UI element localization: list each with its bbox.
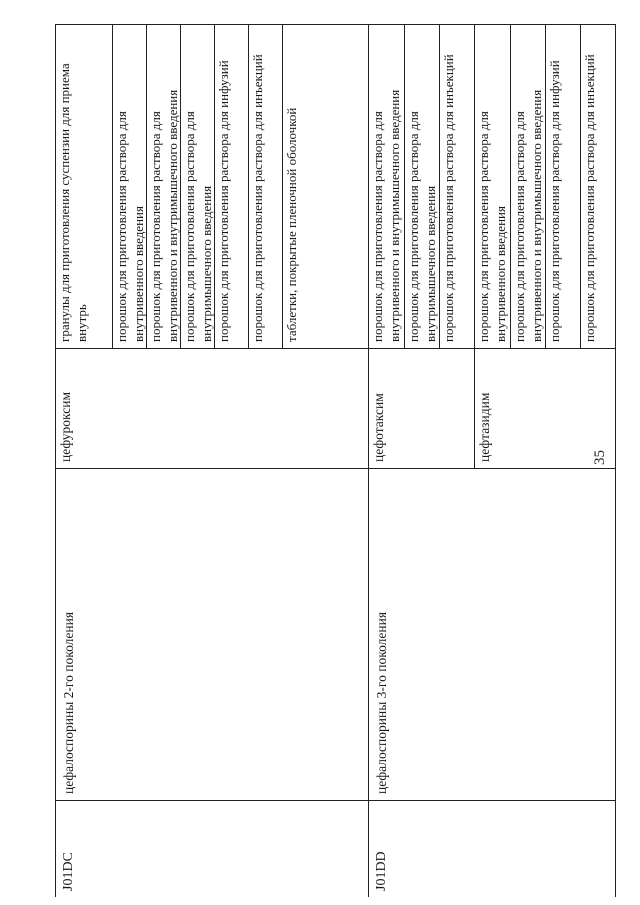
drugs-container bbox=[369, 25, 615, 468]
dosage-form: порошок для приготовления раствора для внутривенного и внутримышечного введения bbox=[370, 89, 402, 342]
dosage-forms bbox=[56, 25, 368, 348]
atc-code: J01DC bbox=[56, 800, 368, 897]
table-row bbox=[56, 25, 368, 897]
drug-row bbox=[369, 25, 474, 468]
atc-code: J01DD bbox=[369, 800, 615, 897]
dosage-form: таблетки, покрытые пленочной оболочкой bbox=[282, 25, 368, 348]
dosage-form: порошок для приготовления раствора для инфузий bbox=[545, 25, 580, 348]
drug-name: цефотаксим bbox=[369, 348, 474, 468]
dosage-forms bbox=[475, 25, 615, 348]
dosage-form: порошок для приготовления раствора для внутримышечного введения bbox=[180, 25, 214, 348]
dosage-form: порошок для приготовления раствора для внутривенного введения bbox=[476, 111, 508, 342]
group-name: цефалоспорины 3-го поколения bbox=[369, 468, 615, 800]
page-number: 35 bbox=[592, 450, 608, 465]
dosage-form: порошок для приготовления раствора для инъекций bbox=[248, 25, 282, 348]
dosage-form: порошок для приготовления раствора для внутривенного и внутримышечного введения bbox=[510, 25, 545, 348]
dosage-form: порошок для приготовления раствора для внутримышечного введения bbox=[404, 25, 439, 348]
group-name: цефалоспорины 2-го поколения bbox=[56, 468, 368, 800]
drug-table bbox=[55, 24, 616, 897]
table-row bbox=[368, 25, 615, 897]
drug-name: цефтазидим bbox=[475, 348, 615, 468]
dosage-form: порошок для приготовления раствора для инъекций bbox=[439, 25, 474, 348]
dosage-form: порошок для приготовления раствора для инфузий bbox=[214, 25, 248, 348]
dosage-forms bbox=[369, 25, 474, 348]
drug-name: цефуроксим bbox=[56, 348, 368, 468]
dosage-form: порошок для приготовления раствора для инъекций bbox=[580, 25, 615, 348]
dosage-form: порошок для приготовления раствора для внутривенного введения bbox=[112, 25, 146, 348]
dosage-form: порошок для приготовления раствора для внутривенного и внутримышечного введения bbox=[146, 25, 180, 348]
drugs-container bbox=[56, 25, 368, 468]
dosage-form: гранулы для приготовления суспензии для приема внутрь bbox=[57, 63, 89, 342]
drug-row bbox=[474, 25, 615, 468]
drug-row bbox=[56, 25, 368, 468]
